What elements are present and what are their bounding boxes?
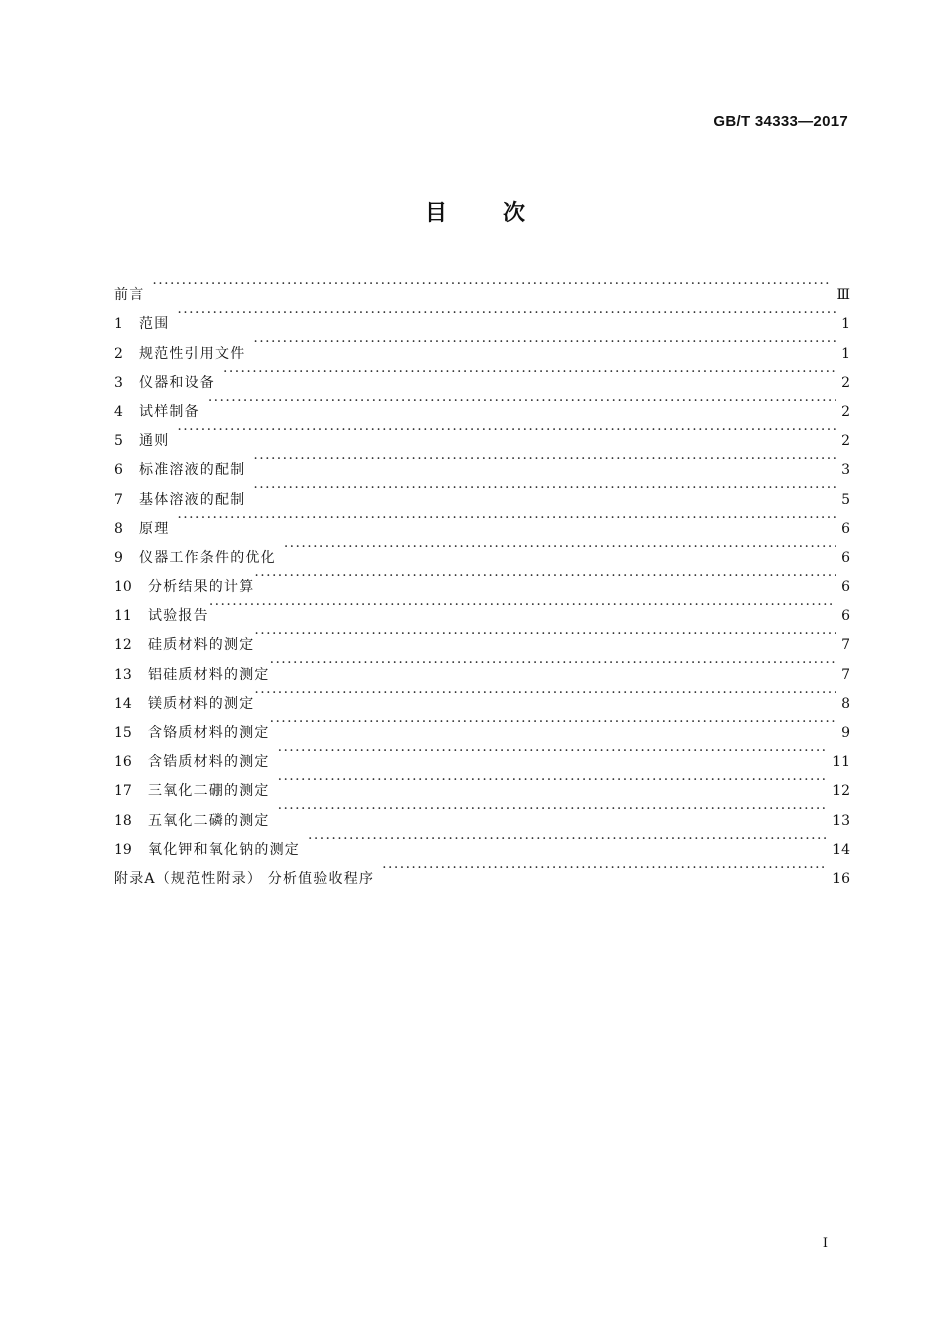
toc-item-number: 18 [114,812,132,829]
toc-item-number: 9 [114,549,123,566]
toc-item-number: 10 [114,579,132,596]
toc-leader [152,270,832,299]
toc-item-page: 2 [841,374,850,391]
toc-title: 目次 [424,201,581,226]
toc-item-page: 3 [841,462,850,479]
toc-item-label: 范围 [139,316,170,333]
toc-item-page: 14 [832,841,850,858]
toc-item-page: 6 [841,608,850,625]
toc-item-8[interactable] [114,504,850,537]
toc-item-6[interactable] [114,445,850,479]
toc-leader [278,766,829,795]
toc-item-page: 8 [841,695,850,712]
standard-code: GB/T 34333—2017 [713,113,848,130]
toc-leader [253,474,836,503]
toc-item-1[interactable] [114,299,850,333]
toc-item-label: 仪器和设备 [139,374,215,391]
toc-item-number: 16 [114,754,132,771]
toc-item-label: 含锆质材料的测定 [148,754,270,771]
toc-leader [177,416,836,445]
toc-item-page: 13 [832,812,850,829]
toc-item-number: 15 [114,725,132,741]
toc-item-page: 12 [832,783,850,800]
toc-item-label: 通则 [139,433,170,450]
toc-item-page: 6 [841,549,850,566]
toc-item-label: 氧化钾和氧化钠的测定 [148,841,300,858]
toc-leader [254,562,836,591]
toc-item-number: 4 [114,403,123,420]
toc-item-page: 1 [841,345,850,362]
toc-item-number: 6 [114,462,123,479]
toc-item-label: 含铬质材料的测定 [148,725,270,741]
toc-item-label: 铝硅质材料的测定 [148,666,270,683]
toc-leader [209,591,836,620]
toc-item-number: 8 [114,520,123,537]
toc-item-number: 7 [114,491,123,508]
toc-leader [284,533,836,562]
toc-item-label: 镁质材料的测定 [148,695,255,712]
toc-item-number: 14 [114,695,132,712]
toc-item-label: 试验报告 [148,608,209,625]
toc-item-2[interactable] [114,328,850,362]
toc-leader [270,708,836,737]
toc-leader [177,504,836,533]
toc-item-page: 2 [841,403,850,420]
toc-item-page: 9 [841,725,850,741]
toc-item-11[interactable] [114,591,850,625]
toc-item-number: 5 [114,433,123,450]
toc-item-label: 原理 [139,520,170,537]
toc-item-label: 五氧化二磷的测定 [148,812,270,829]
toc-item-label: 规范性引用文件 [139,345,246,362]
toc-item-5[interactable] [114,416,850,450]
toc-item-page: 6 [841,520,850,537]
toc-item-label: 三氧化二硼的测定 [148,783,270,800]
toc-item-label: 分析结果的计算 [148,579,255,596]
toc-item-label: 标准溶液的配制 [139,462,246,479]
toc-item-4[interactable] [114,387,850,420]
toc-item-page: 6 [841,579,850,596]
toc-leader [254,620,836,649]
toc-item-page: 2 [841,433,850,450]
toc-leader [278,737,829,766]
toc-item-number: 11 [114,608,132,625]
toc-item-label: 前言 [114,287,145,304]
toc-item-label: 硅质材料的测定 [148,637,255,654]
toc-item-number: 12 [114,637,132,654]
toc-leader [270,649,836,678]
toc-item-number: 3 [114,374,123,391]
toc-item-page: 16 [832,870,850,887]
toc-item-foreword[interactable] [114,270,850,304]
toc-leader [382,854,828,883]
toc-item-page: 5 [841,491,850,508]
toc-leader [253,445,836,474]
toc-leader [308,825,828,854]
toc-item-number: 2 [114,345,123,362]
toc-leader [223,358,836,387]
toc-leader [208,387,836,416]
toc-item-label: 附录A（规范性附录） 分析值验收程序 [114,870,375,887]
toc-leader [253,328,836,357]
toc-item-label: 基体溶液的配制 [139,491,246,508]
toc-leader [254,679,836,708]
toc-leader [278,795,829,824]
toc-item-number: 13 [114,666,132,683]
page-number: I [822,1236,828,1251]
toc-item-page: Ⅲ [836,287,850,304]
toc-item-page: 1 [841,316,850,333]
toc-item-9[interactable] [114,533,850,566]
toc-leader [177,299,836,328]
toc-item-page: 7 [841,637,850,654]
toc-item-page: 7 [841,666,850,683]
toc-item-page: 11 [832,754,850,771]
toc-item-12[interactable] [114,620,850,654]
toc-item-label: 仪器工作条件的优化 [139,549,276,566]
toc-item-label: 试样制备 [139,403,200,420]
toc-item-number: 17 [114,783,132,800]
toc-item-number: 1 [114,316,123,333]
toc-item-3[interactable] [114,358,850,391]
toc-list [114,270,850,887]
toc-item-number: 19 [114,841,132,858]
